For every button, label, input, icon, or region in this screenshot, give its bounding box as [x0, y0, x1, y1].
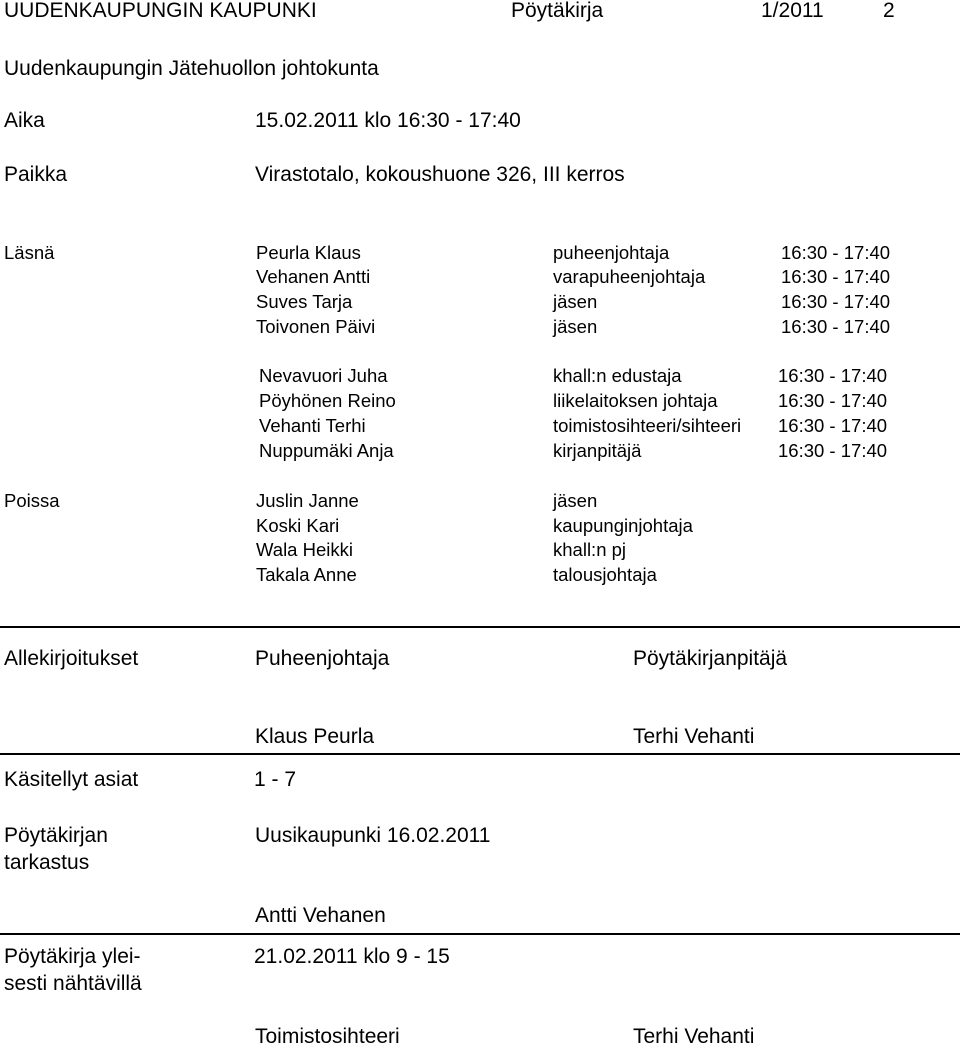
secretary-title: Pöytäkirjanpitäjä — [633, 647, 788, 670]
other-name: Pöyhönen Reino — [259, 390, 396, 411]
signatures-label: Allekirjoitukset — [4, 647, 139, 670]
absent-name: Juslin Janne — [256, 490, 359, 511]
poissa-label: Poissa — [4, 490, 60, 511]
tarkastus-value: Uusikaupunki 16.02.2011 — [255, 824, 491, 847]
absent-name: Takala Anne — [256, 564, 357, 585]
other-role: khall:n edustaja — [553, 365, 682, 386]
lasna-label: Läsnä — [4, 242, 55, 263]
tarkastus-signer: Antti Vehanen — [255, 904, 386, 927]
nahtavilla-value: 21.02.2011 klo 9 - 15 — [254, 945, 450, 968]
member-role: varapuheenjohtaja — [553, 266, 706, 287]
other-time: 16:30 - 17:40 — [778, 440, 888, 461]
absent-name: Koski Kari — [256, 515, 340, 536]
other-time: 16:30 - 17:40 — [778, 390, 888, 411]
page-number: 2 — [883, 0, 895, 22]
member-time: 16:30 - 17:40 — [781, 291, 891, 312]
divider-tarkastus — [0, 933, 960, 935]
member-role: jäsen — [553, 316, 598, 337]
absent-role: talousjohtaja — [553, 564, 657, 585]
organization-name: UUDENKAUPUNGIN KAUPUNKI — [4, 0, 317, 22]
absent-role: jäsen — [553, 490, 598, 511]
nahtavilla-signer-title: Toimistosihteeri — [255, 1025, 400, 1048]
divider-signatures-bottom — [0, 753, 960, 755]
other-time: 16:30 - 17:40 — [778, 365, 888, 386]
member-time: 16:30 - 17:40 — [781, 316, 891, 337]
member-name: Peurla Klaus — [256, 242, 361, 263]
tarkastus-label-line1: Pöytäkirjan — [4, 824, 108, 847]
aika-value: 15.02.2011 klo 16:30 - 17:40 — [255, 109, 521, 132]
member-time: 16:30 - 17:40 — [781, 242, 891, 263]
kasitellyt-value: 1 - 7 — [254, 768, 297, 791]
absent-role: kaupunginjohtaja — [553, 515, 693, 536]
nahtavilla-signer-name: Terhi Vehanti — [633, 1025, 755, 1048]
absent-role: khall:n pj — [553, 539, 627, 560]
member-role: jäsen — [553, 291, 598, 312]
member-name: Suves Tarja — [256, 291, 353, 312]
member-role: puheenjohtaja — [553, 242, 670, 263]
secretary-name: Terhi Vehanti — [633, 725, 755, 748]
chair-title: Puheenjohtaja — [255, 647, 390, 670]
other-name: Nuppumäki Anja — [259, 440, 394, 461]
other-role: liikelaitoksen johtaja — [553, 390, 718, 411]
nahtavilla-label-line1: Pöytäkirja ylei- — [4, 945, 141, 968]
tarkastus-label-line2: tarkastus — [4, 851, 90, 874]
absent-name: Wala Heikki — [256, 539, 353, 560]
member-time: 16:30 - 17:40 — [781, 266, 891, 287]
member-name: Toivonen Päivi — [256, 316, 376, 337]
other-time: 16:30 - 17:40 — [778, 415, 888, 436]
other-role: kirjanpitäjä — [553, 440, 642, 461]
other-name: Nevavuori Juha — [259, 365, 388, 386]
document-number: 1/2011 — [761, 0, 824, 22]
kasitellyt-label: Käsitellyt asiat — [4, 768, 139, 791]
document-type: Pöytäkirja — [511, 0, 604, 22]
committee-name: Uudenkaupungin Jätehuollon johtokunta — [4, 57, 379, 80]
other-role: toimistosihteeri/sihteeri — [553, 415, 742, 436]
paikka-value: Virastotalo, kokoushuone 326, III kerros — [255, 163, 625, 186]
aika-label: Aika — [4, 109, 45, 132]
other-name: Vehanti Terhi — [259, 415, 366, 436]
chair-name: Klaus Peurla — [255, 725, 375, 748]
member-name: Vehanen Antti — [256, 266, 371, 287]
paikka-label: Paikka — [4, 163, 68, 186]
divider-signatures-top — [0, 626, 960, 628]
nahtavilla-label-line2: sesti nähtävillä — [4, 972, 142, 995]
